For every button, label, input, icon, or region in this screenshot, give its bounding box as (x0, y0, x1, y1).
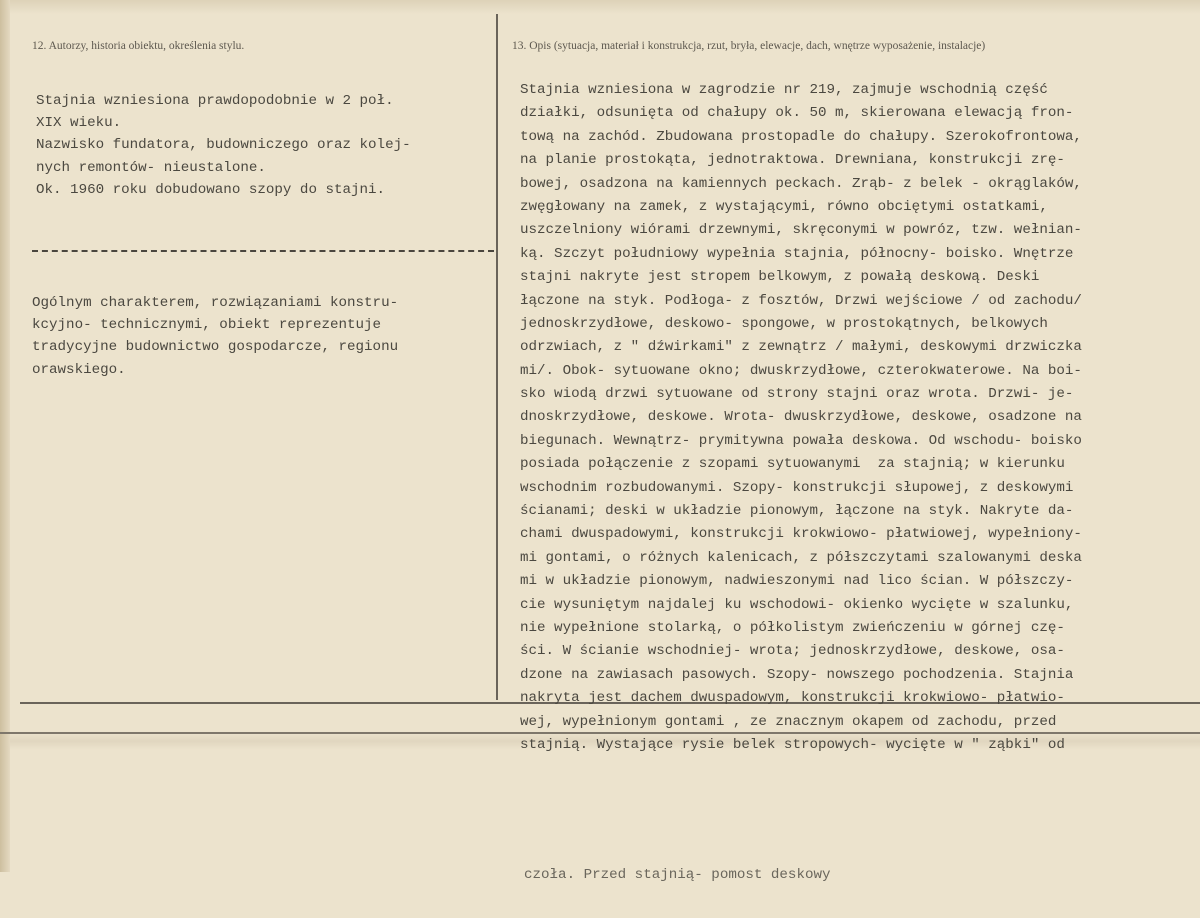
style-line: tradycyjne budownictwo gospodarcze, regionu (32, 339, 399, 356)
description-continuation (524, 832, 831, 918)
description-last-line: czoła. Przed stajnią- pomost deskowy (524, 867, 831, 883)
description-line: ką. Szczyt południowy wypełnia stajnia, północny- boisko. Wnętrze (520, 245, 1074, 262)
description-line: nie wypełnione stolarką, o półkolistym zwieńczeniu w górnej czę- (520, 619, 1065, 636)
description-line: chami dwuspadowymi, konstrukcji krokwiowo- płatwiowej, wypełniony- (520, 526, 1082, 543)
style-line: kcyjno- technicznymi, obiekt reprezentuje (32, 317, 382, 334)
style-text-block (32, 292, 398, 381)
description-line: mi/. Obok- sytuowane okno; dwuskrzydłowe, czterokwaterowe. Na boi- (520, 362, 1082, 379)
description-line: łączone na styk. Podłoga- z fosztów, Drzwi wejściowe / od zachodu/ (520, 292, 1082, 309)
section-12-header: 12. Autorzy, historia obiektu, określenia stylu. (32, 40, 245, 52)
history-line: nych remontów- nieustalone. (36, 159, 266, 176)
description-line: ści. W ścianie wschodniej- wrota; jednoskrzydłowe, deskowe, osa- (520, 643, 1065, 660)
history-line: XIX wieku. (36, 115, 122, 132)
description-line: stajnią. Wystające rysie belek stropowych- wycięte w " ząbki" od (520, 736, 1065, 753)
style-line: Ogólnym charakterem, rozwiązaniami konstru- (32, 295, 399, 311)
description-line: uszczelniony wiórami drzewnymi, skręconymi w powróz, tzw. wełnian- (520, 222, 1082, 239)
description-line: dzone na zawiasach pasowych. Szopy- nowszego pochodzenia. Stajnia (520, 666, 1074, 683)
description-line: sko wiodą drzwi sytuowane od strony stajni oraz wrota. Drzwi- je- (520, 386, 1074, 403)
description-line: dnoskrzydłowe, deskowe. Wrota- dwuskrzydłowe, deskowe, osadzone na (520, 409, 1082, 426)
description-line: jednoskrzydłowe, deskowo- spongowe, w prostokątnych, belkowych (520, 315, 1048, 332)
history-text-block (36, 90, 411, 201)
description-line: mi w układzie pionowym, nadwieszonymi nad lico ścian. W półszczy- (520, 573, 1074, 590)
description-line: Stajnia wzniesiona w zagrodzie nr 219, zajmuje wschodnią część (520, 82, 1048, 98)
left-paper-edge (0, 0, 10, 872)
description-line: biegunach. Wewnątrz- prymitywna powała deskowa. Od wschodu- boisko (520, 432, 1082, 449)
description-line: ścianami; deski w układzie pionowym, łączone na styk. Nakryte da- (520, 503, 1074, 520)
top-paper-edge (0, 0, 1200, 14)
history-line: Ok. 1960 roku dobudowano szopy do stajni. (36, 181, 386, 198)
section-13-header: 13. Opis (sytuacja, materiał i konstrukcja, rzut, bryła, elewacje, dach, wnętrze wyposażenie, instalacje) (512, 40, 986, 52)
history-line: Stajnia wzniesiona prawdopodobnie w 2 poł. (36, 93, 394, 109)
history-line: Nazwisko fundatora, budowniczego oraz kolej- (36, 137, 411, 154)
description-line: nakryta jest dachem dwuspadowym, konstrukcji krokwiowo- płatwio- (520, 690, 1065, 707)
description-line: stajni nakryte jest stropem belkowym, z powałą deskową. Deski (520, 269, 1040, 286)
description-text-block (520, 79, 1082, 757)
description-line: mi gontami, o różnych kalenicach, z półszczytami szalowanymi deska (520, 549, 1082, 566)
description-line: zwęgłowany na zamek, z wystającymi, równo obciętymi ostatkami, (520, 198, 1048, 215)
description-line: bowej, osadzona na kamiennych peckach. Zrąb- z belek - okrąglaków, (520, 175, 1082, 192)
style-line: orawskiego. (32, 361, 126, 378)
description-line: działki, odsunięta od chałupy ok. 50 m, skierowana elewacją fron- (520, 105, 1074, 122)
description-line: tową na zachód. Zbudowana prostopadle do chałupy. Szerokofrontowa, (520, 128, 1082, 145)
description-line: na planie prostokąta, jednotraktowa. Drewniana, konstrukcji zrę- (520, 152, 1065, 169)
description-line: wej, wypełnionym gontami , ze znacznym okapem od zachodu, przed (520, 713, 1057, 730)
description-line: odrzwiach, z " dźwirkami" z zewnątrz / małymi, deskowymi drzwiczka (520, 339, 1082, 356)
description-line: wschodnim rozbudowanymi. Szopy- konstrukcji słupowej, z deskowymi (520, 479, 1074, 496)
description-line: posiada połączenie z szopami sytuowanymi za stajnią; w kierunku (520, 456, 1065, 473)
description-line: cie wysuniętym najdalej ku wschodowi- okienko wycięte w szalunku, (520, 596, 1074, 613)
dashed-separator (32, 250, 494, 252)
column-divider (496, 14, 498, 700)
